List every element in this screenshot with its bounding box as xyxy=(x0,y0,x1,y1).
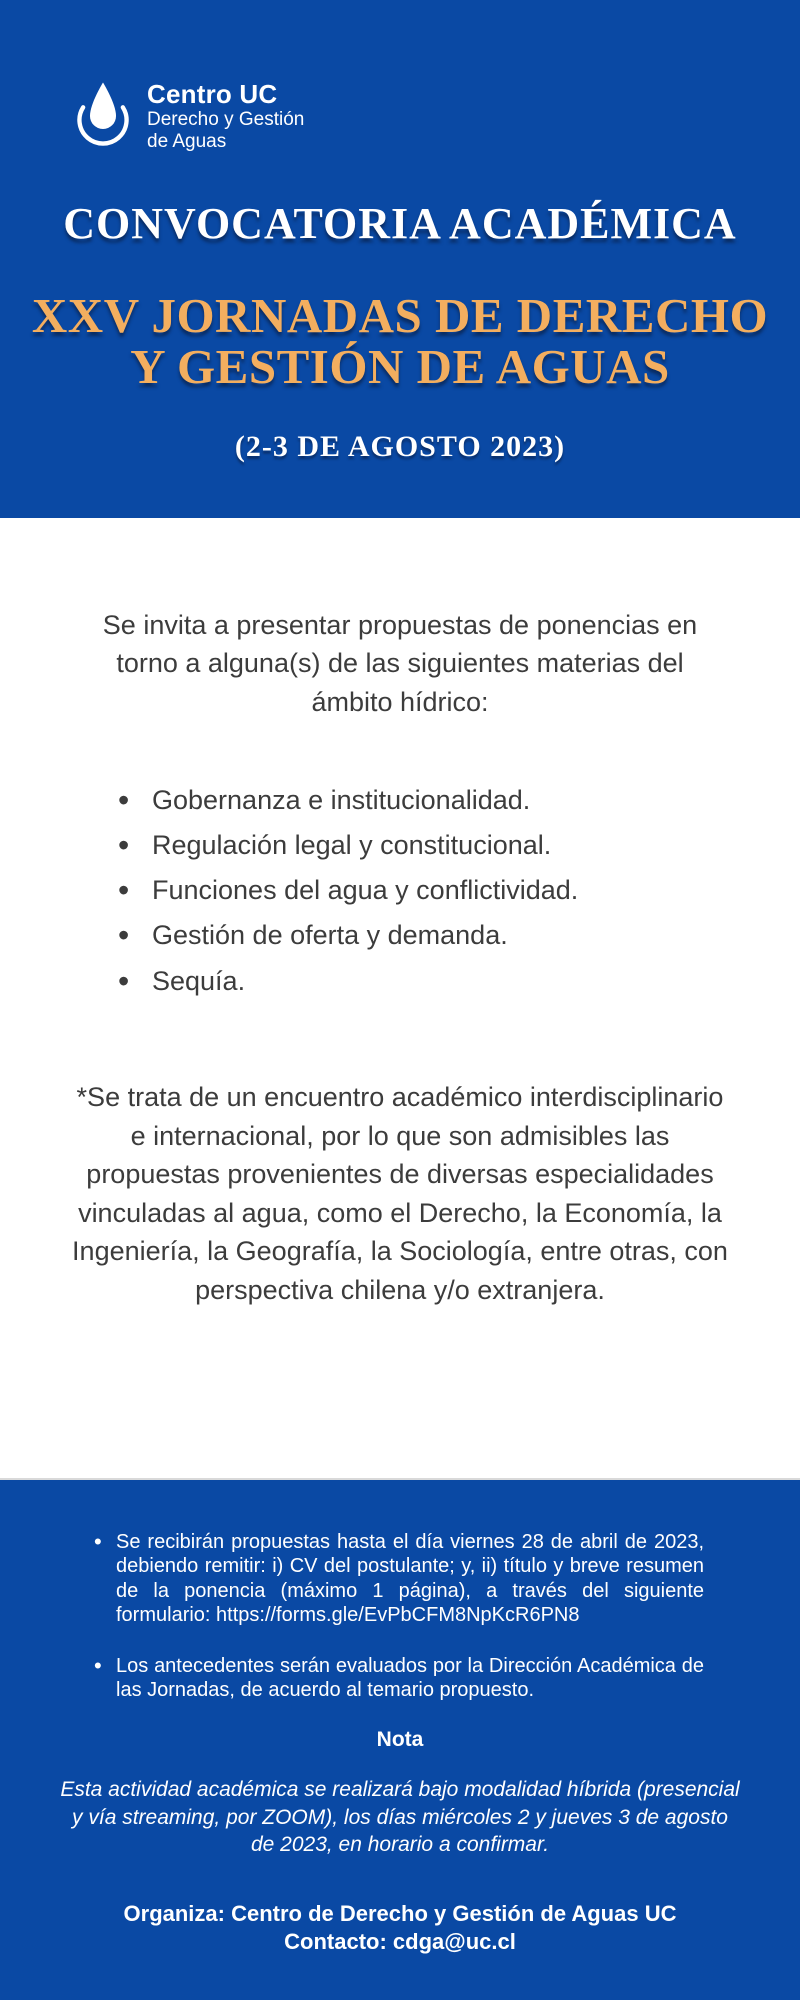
body-section xyxy=(0,518,800,1478)
nota-paragraph: Esta actividad académica se realizará bajo modalidad híbrida (presencial y vía streaming, por ZOOM), los días miércoles 2 y jueves 3 de agosto de 2023, en horario a confirmar. xyxy=(60,1778,740,1856)
list-item xyxy=(118,786,740,815)
list-item xyxy=(88,1654,704,1703)
nota-heading: Nota xyxy=(376,1728,424,1752)
logo xyxy=(72,68,304,154)
contact-line xyxy=(0,1928,800,1956)
logo-text xyxy=(147,68,304,153)
contact-label: Contacto: xyxy=(284,1928,387,1954)
topic-label: Gobernanza e institucionalidad. xyxy=(152,785,531,815)
water-drop-icon xyxy=(72,68,134,154)
topic-label: Sequía. xyxy=(152,965,246,996)
submission-instructions: Se recibirán propuestas hasta el día viernes 28 de abril de 2023, debiendo remitir: i) CV del postulante; y, ii) título y breve resumen de la ponencia (máximo 1 página), a través del siguiente formulario: xyxy=(116,1531,704,1627)
interdisciplinary-note: *Se trata de un encuentro académico interdisciplinario e internacional, por lo que son admisibles las propuestas provenientes de diversas especialidades vinculadas al agua, como el Derecho, la Economía, la Ingeniería, la Geografía, la Sociología, entre otras, con perspectiva chilena y/o extranjera. xyxy=(72,1082,728,1306)
logo-subtitle-line2: de Aguas xyxy=(147,131,227,152)
evaluation-note: Los antecedentes serán evaluados por la Dirección Académica de las Jornadas, de acuerdo al temario propuesto. xyxy=(116,1654,704,1701)
form-link[interactable]: https://forms.gle/EvPbCFM8NpKcR6PN8 xyxy=(216,1604,580,1627)
contact-email[interactable]: cdga@uc.cl xyxy=(392,1928,516,1954)
topics-list xyxy=(118,786,740,1012)
logo-subtitle-line1: Derecho y Gestión xyxy=(147,108,305,130)
list-item xyxy=(118,831,740,860)
title-line-2: Y GESTIÓN DE AGUAS xyxy=(130,339,670,395)
organizer-line: Organiza: Centro de Derecho y Gestión de Aguas UC xyxy=(123,1901,677,1927)
list-item xyxy=(88,1530,704,1628)
header-section xyxy=(0,0,800,518)
topic-label: Funciones del agua y conflictividad. xyxy=(152,875,579,906)
topic-label: Regulación legal y constitucional. xyxy=(152,830,552,861)
logo-title: Centro UC xyxy=(147,79,278,109)
intro-paragraph: Se invita a presentar propuestas de ponencias en torno a alguna(s) de las siguientes materias del ámbito hídrico: xyxy=(102,610,698,717)
list-item xyxy=(118,967,740,996)
title-line-1: XXV JORNADAS DE DERECHO xyxy=(31,288,769,343)
kicker-heading: CONVOCATORIA ACADÉMICA xyxy=(63,199,737,248)
list-item xyxy=(118,876,740,905)
footer-section xyxy=(0,1478,800,2000)
topic-label: Gestión de oferta y demanda. xyxy=(152,920,508,951)
page-title xyxy=(0,290,800,393)
list-item xyxy=(118,921,740,950)
event-date: (2-3 DE AGOSTO 2023) xyxy=(234,430,566,463)
submission-list xyxy=(0,1530,800,1702)
